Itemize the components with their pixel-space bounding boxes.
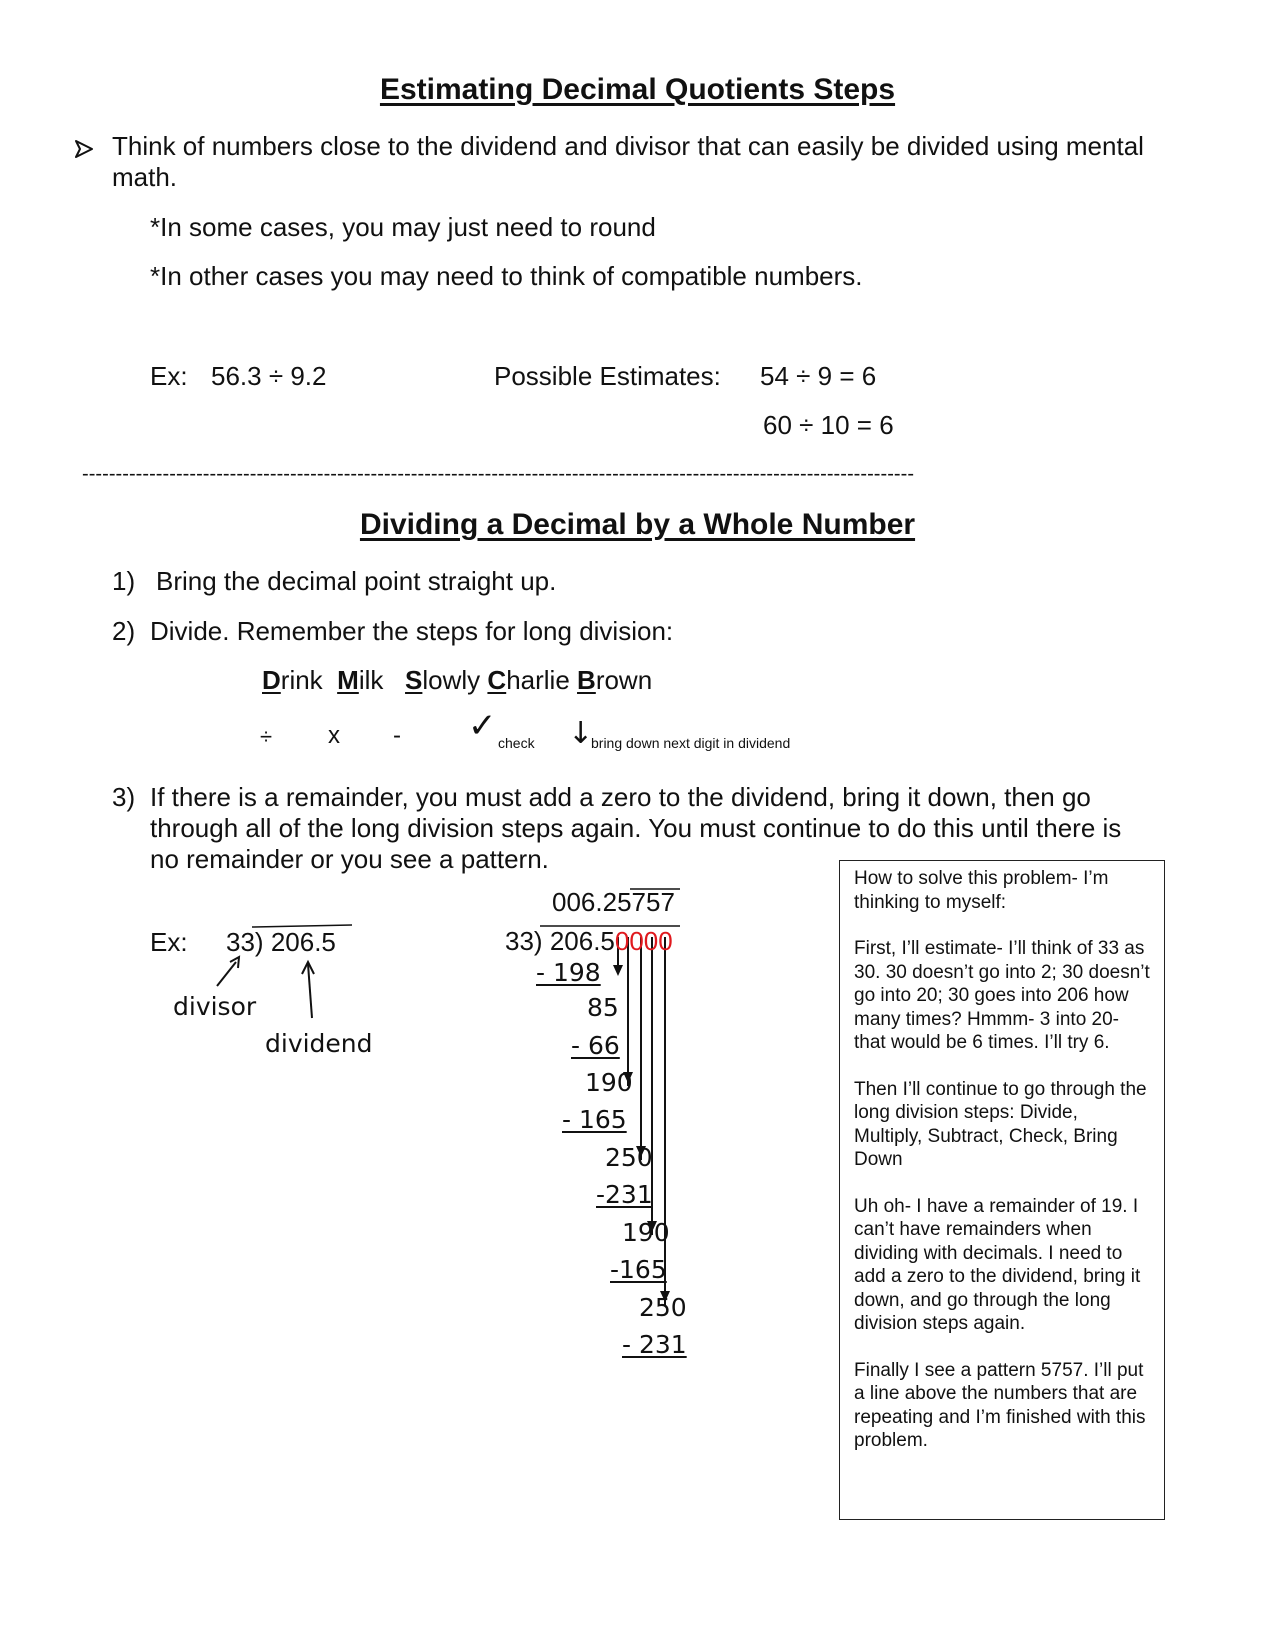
ld-dividend: 206.5 [549, 926, 615, 956]
example2-label: Ex: [150, 927, 188, 957]
step3-number: 3) [112, 782, 136, 812]
ld-row-5: - 165 [562, 1105, 627, 1134]
mnemonic-charlie: Charlie [487, 665, 570, 695]
explanation-box [839, 860, 1165, 1520]
note-compatible: *In other cases you may need to think of compatible numbers. [150, 261, 863, 291]
example2-paren: ) [254, 927, 264, 957]
ld-added-zeros: 0000 [614, 926, 673, 956]
step1-text: Bring the decimal point straight up. [156, 566, 557, 596]
quotient: 006.25757 [552, 887, 675, 917]
note-round: *In some cases, you may just need to round [150, 212, 656, 242]
bring-down-label: bring down next digit in dividend [591, 735, 791, 751]
explanation-estimate: First, I’ll estimate- I’ll think of 33 as 30. 30 doesn’t go into 2; 30 doesn’t go into 20; 30 goes into 206 how many times? Hmmm- 3 into 20- that would be 6 times. I’ll try 6. [854, 938, 1150, 1053]
step1-number: 1) [112, 566, 136, 596]
bring-down-arrow-icon: ↓ [568, 716, 594, 751]
mnemonic-drink: Drink [262, 665, 323, 695]
divisor-label: divisor [173, 992, 257, 1021]
long-division-setup [505, 926, 673, 957]
section2-title: Dividing a Decimal by a Whole Number [359, 508, 916, 541]
dividend-label: dividend [265, 1029, 373, 1058]
ld-row-3: - 66 [571, 1031, 620, 1060]
ld-row-6: 250 [605, 1143, 653, 1172]
estimate-1: 54 ÷ 9 = 6 [760, 361, 877, 391]
ld-row-1: - 198 [536, 958, 601, 987]
example2-divisor: 33 [226, 927, 255, 957]
mnemonic-brown: Brown [577, 665, 653, 695]
estimate-2: 60 ÷ 10 = 6 [763, 410, 894, 440]
ld-row-4: 190 [585, 1068, 633, 1097]
vinculum-line [252, 925, 352, 927]
step3-line-3: no remainder or you see a pattern. [150, 844, 549, 874]
step3-line-1: If there is a remainder, you must add a zero to the dividend, bring it down, then go [150, 782, 1091, 812]
check-mark-icon: ✓ [468, 706, 497, 746]
ld-row-2: 85 [587, 993, 619, 1022]
ld-row-9: -165 [610, 1255, 667, 1284]
section-divider: ---------------------------------------------------------------------------------------------------------------------------- [82, 463, 915, 485]
divisor-pointer-arrow-icon [217, 962, 236, 986]
ld-row-8: 190 [622, 1218, 670, 1247]
example-label: Ex: [150, 361, 188, 391]
step3-line-2: through all of the long division steps again. You must continue to do this until there is [150, 813, 1122, 843]
step2-number: 2) [112, 616, 136, 646]
explanation-remainder: Uh oh- I have a remainder of 19. I can’t have remainders when dividing with decimals. I need to add a zero to the dividend, bring it down, and go through the long division steps again. [854, 1195, 1141, 1334]
check-label: check [498, 735, 535, 751]
explanation-pattern: Finally I see a pattern 5757. I’ll put a line above the numbers that are repeating and I’m finished with this problem. [854, 1359, 1146, 1451]
ld-row-10: 250 [639, 1293, 687, 1322]
divide-symbol-icon: ÷ [260, 724, 273, 749]
ld-row-11: - 231 [622, 1330, 687, 1359]
mnemonic-slowly: Slowly [405, 665, 481, 695]
multiply-symbol-icon: x [328, 722, 340, 749]
estimates-label: Possible Estimates: [494, 361, 721, 391]
dividend-pointer-arrow-icon [308, 964, 312, 1018]
ld-row-7: -231 [596, 1180, 653, 1209]
mnemonic-milk: Milk [337, 665, 384, 695]
arrowhead-bullet-icon [74, 139, 94, 159]
bullet-line-2: math. [112, 162, 178, 192]
explanation-steps: Then I’ll continue to go through the long division steps: Divide, Multiply, Subtract, Check, Bring Down [854, 1078, 1147, 1170]
bullet-line-1: Think of numbers close to the dividend and divisor that can easily be divided using mental [112, 131, 1144, 161]
subtract-symbol-icon: - [393, 722, 401, 749]
ld-divisor: 33) [505, 926, 543, 956]
section1-title: Estimating Decimal Quotients Steps [379, 73, 896, 106]
example2-dividend: 206.5 [270, 927, 336, 957]
example-expression: 56.3 ÷ 9.2 [211, 361, 327, 391]
mnemonic-line [262, 665, 652, 696]
explanation-intro: How to solve this problem- I’m thinking to myself: [854, 868, 1109, 913]
step2-text: Divide. Remember the steps for long division: [150, 616, 674, 646]
